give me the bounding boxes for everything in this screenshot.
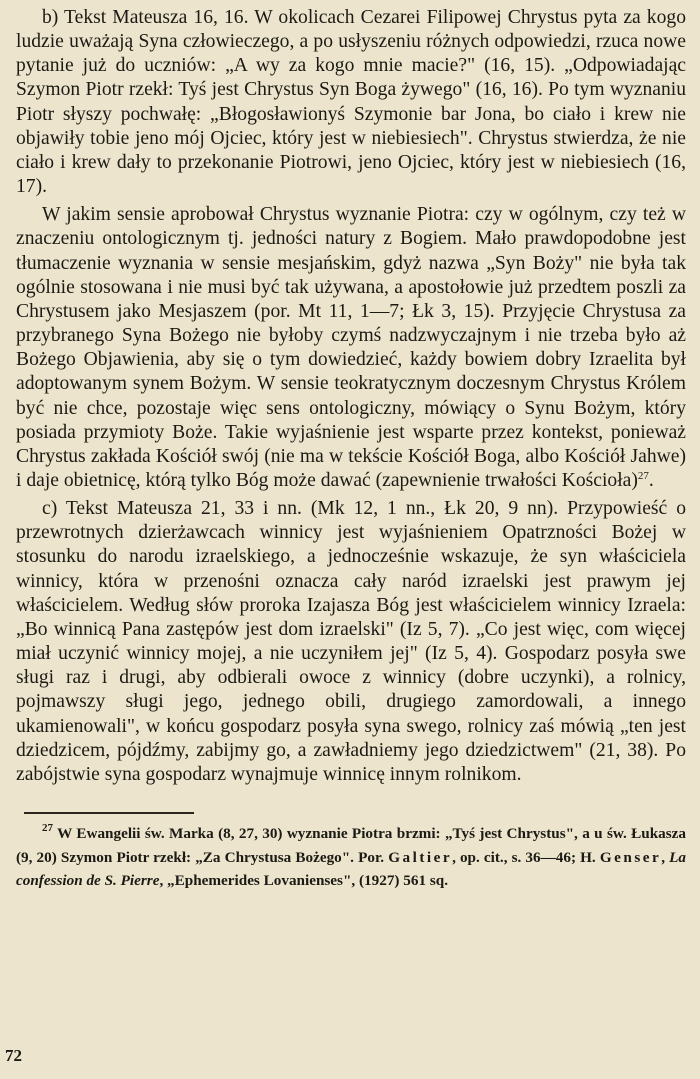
paragraph-end-punctuation: . — [648, 469, 654, 491]
footnote-reference[interactable]: 27 — [637, 469, 649, 482]
paragraph-mateusza-16 — [16, 6, 686, 199]
footnote-text: , — [661, 848, 670, 866]
footnote-author: Galtier — [388, 848, 453, 866]
footnote-text: , op. cit., s. 36—46; H. — [452, 848, 600, 866]
body-text — [16, 6, 686, 787]
footnote — [16, 822, 686, 893]
footnote-author: Genser — [599, 848, 662, 866]
paragraph-mateusza-21 — [16, 497, 686, 787]
footnote-number: 27 — [42, 822, 53, 834]
footnote-divider — [24, 812, 194, 814]
footnote-text: W Ewangelii św. Marka (8, 27, 30) wyznanie Piotra brzmi: „Tyś jest Chrystus", a u św. Łukasza (9, 20) Szymon Piotr rzekł: „Za Chrystusa Bożego". Por. — [16, 825, 686, 866]
paragraph-text: W jakim sensie aprobował Chrystus wyznanie Piotra: czy w ogólnym, czy też w znaczeniu ontologicznym tj. jedności natury z Bogiem. Mało prawdopodobne jest tłumaczenie wyznania w sensie mesjańskim, gdyż nazwa „Syn Boży" nie była tak ogólnie stosowana i nie musi być tak używana, a apostołowie już przedtem poszli za Chrystusem jako Mesjaszem (por. Mt 11, 1—7; Łk 3, 15). Przyjęcie Chrystusa za przybranego Syna Bożego nie byłoby czymś nadzwyczajnym i nie trzeba było aż Bożego Objawienia, aby się o tym dowiedzieć, każdy bowiem dobry Izraelita był adoptowanym synem Bożym. W sensie teokratycznym doczesnym Chrystus Królem być nie chce, pozostaje więc sens ontologiczny, mówiący o Synu Bożym, który posiada przymioty Boże. Takie wyjaśnienie jest wsparte przez kontekst, ponieważ Chrystus zakłada Kościół swój (nie ma w tekście Kościół Boga, albo Kościół Jahwe) i daje obietnicę, którą tylko Bóg może dawać (zapewnienie trwałości Kościoła) — [16, 204, 686, 491]
footnote-work-title: La confession de S. Pierre — [16, 848, 686, 890]
paragraph-text: b) Tekst Mateusza 16, 16. W okolicach Cezarei Filipowej Chrystus pyta za kogo ludzie uważają Syna człowieczego, a po usłyszeniu różnych odpowiedzi, rzuca nowe pytanie już do uczniów: „A wy za kogo mnie macie?" (16, 15). „Odpowiadając Szymon Piotr rzekł: Tyś jest Chrystus Syn Boga żywego" (16, 16). Po tym wyznaniu Piotr słyszy pochwałę: „Błogosławionyś Szymonie bar Jona, bo ciało i krew nie objawiły tobie jeno mój Ojciec, który jest w niebiesiech". Chrystus stwierdza, że nie ciało i krew dały to przekonanie Piotrowi, jeno Ojciec, który jest w niebiesiech (16, 17). — [16, 7, 686, 198]
paragraph-text: c) Tekst Mateusza 21, 33 i nn. (Mk 12, 1 nn., Łk 20, 9 nn). Przypowieść o przewrotnych dzierżawcach winnicy jest wyjaśnieniem Opatrzności Bożej w stosunku do narodu izraelskiego, a jednocześnie wskazuje, że syn właściciela winnicy, która w przenośni oznacza cały naród izraelski jest prawym jej właścicielem. Według słów proroka Izajasza Bóg jest właścicielem winnicy Izraela: „Bo winnicą Pana zastępów jest dom izraelski" (Iz 5, 7). „Co jest więc, com więcej miał uczynić winnicy mojej, a nie uczyniłem jej" (Iz 5, 4). Gospodarz posyła swe sługi raz i drugi, aby odbierali owoce z winnicy (dobre uczynki), a rolnicy, pojmawszy sługi jego, jednego obili, drugiego zamordowali, a innego ukamienowali", w końcu gospodarz posyła syna swego, rolnicy zaś mówią „ten jest dziedzicem, pójdźmy, zabijmy go, a zawładniemy jego dziedzictwem" (21, 38). Po zabójstwie syna gospodarz wynajmuje winnicę innym rolnikom. — [16, 498, 686, 785]
page-number: 72 — [5, 1046, 22, 1065]
footnote-text: , „Ephemerides Lovanienses", (1927) 561 sq. — [159, 872, 449, 890]
paragraph-sens-wyznania — [16, 203, 686, 493]
